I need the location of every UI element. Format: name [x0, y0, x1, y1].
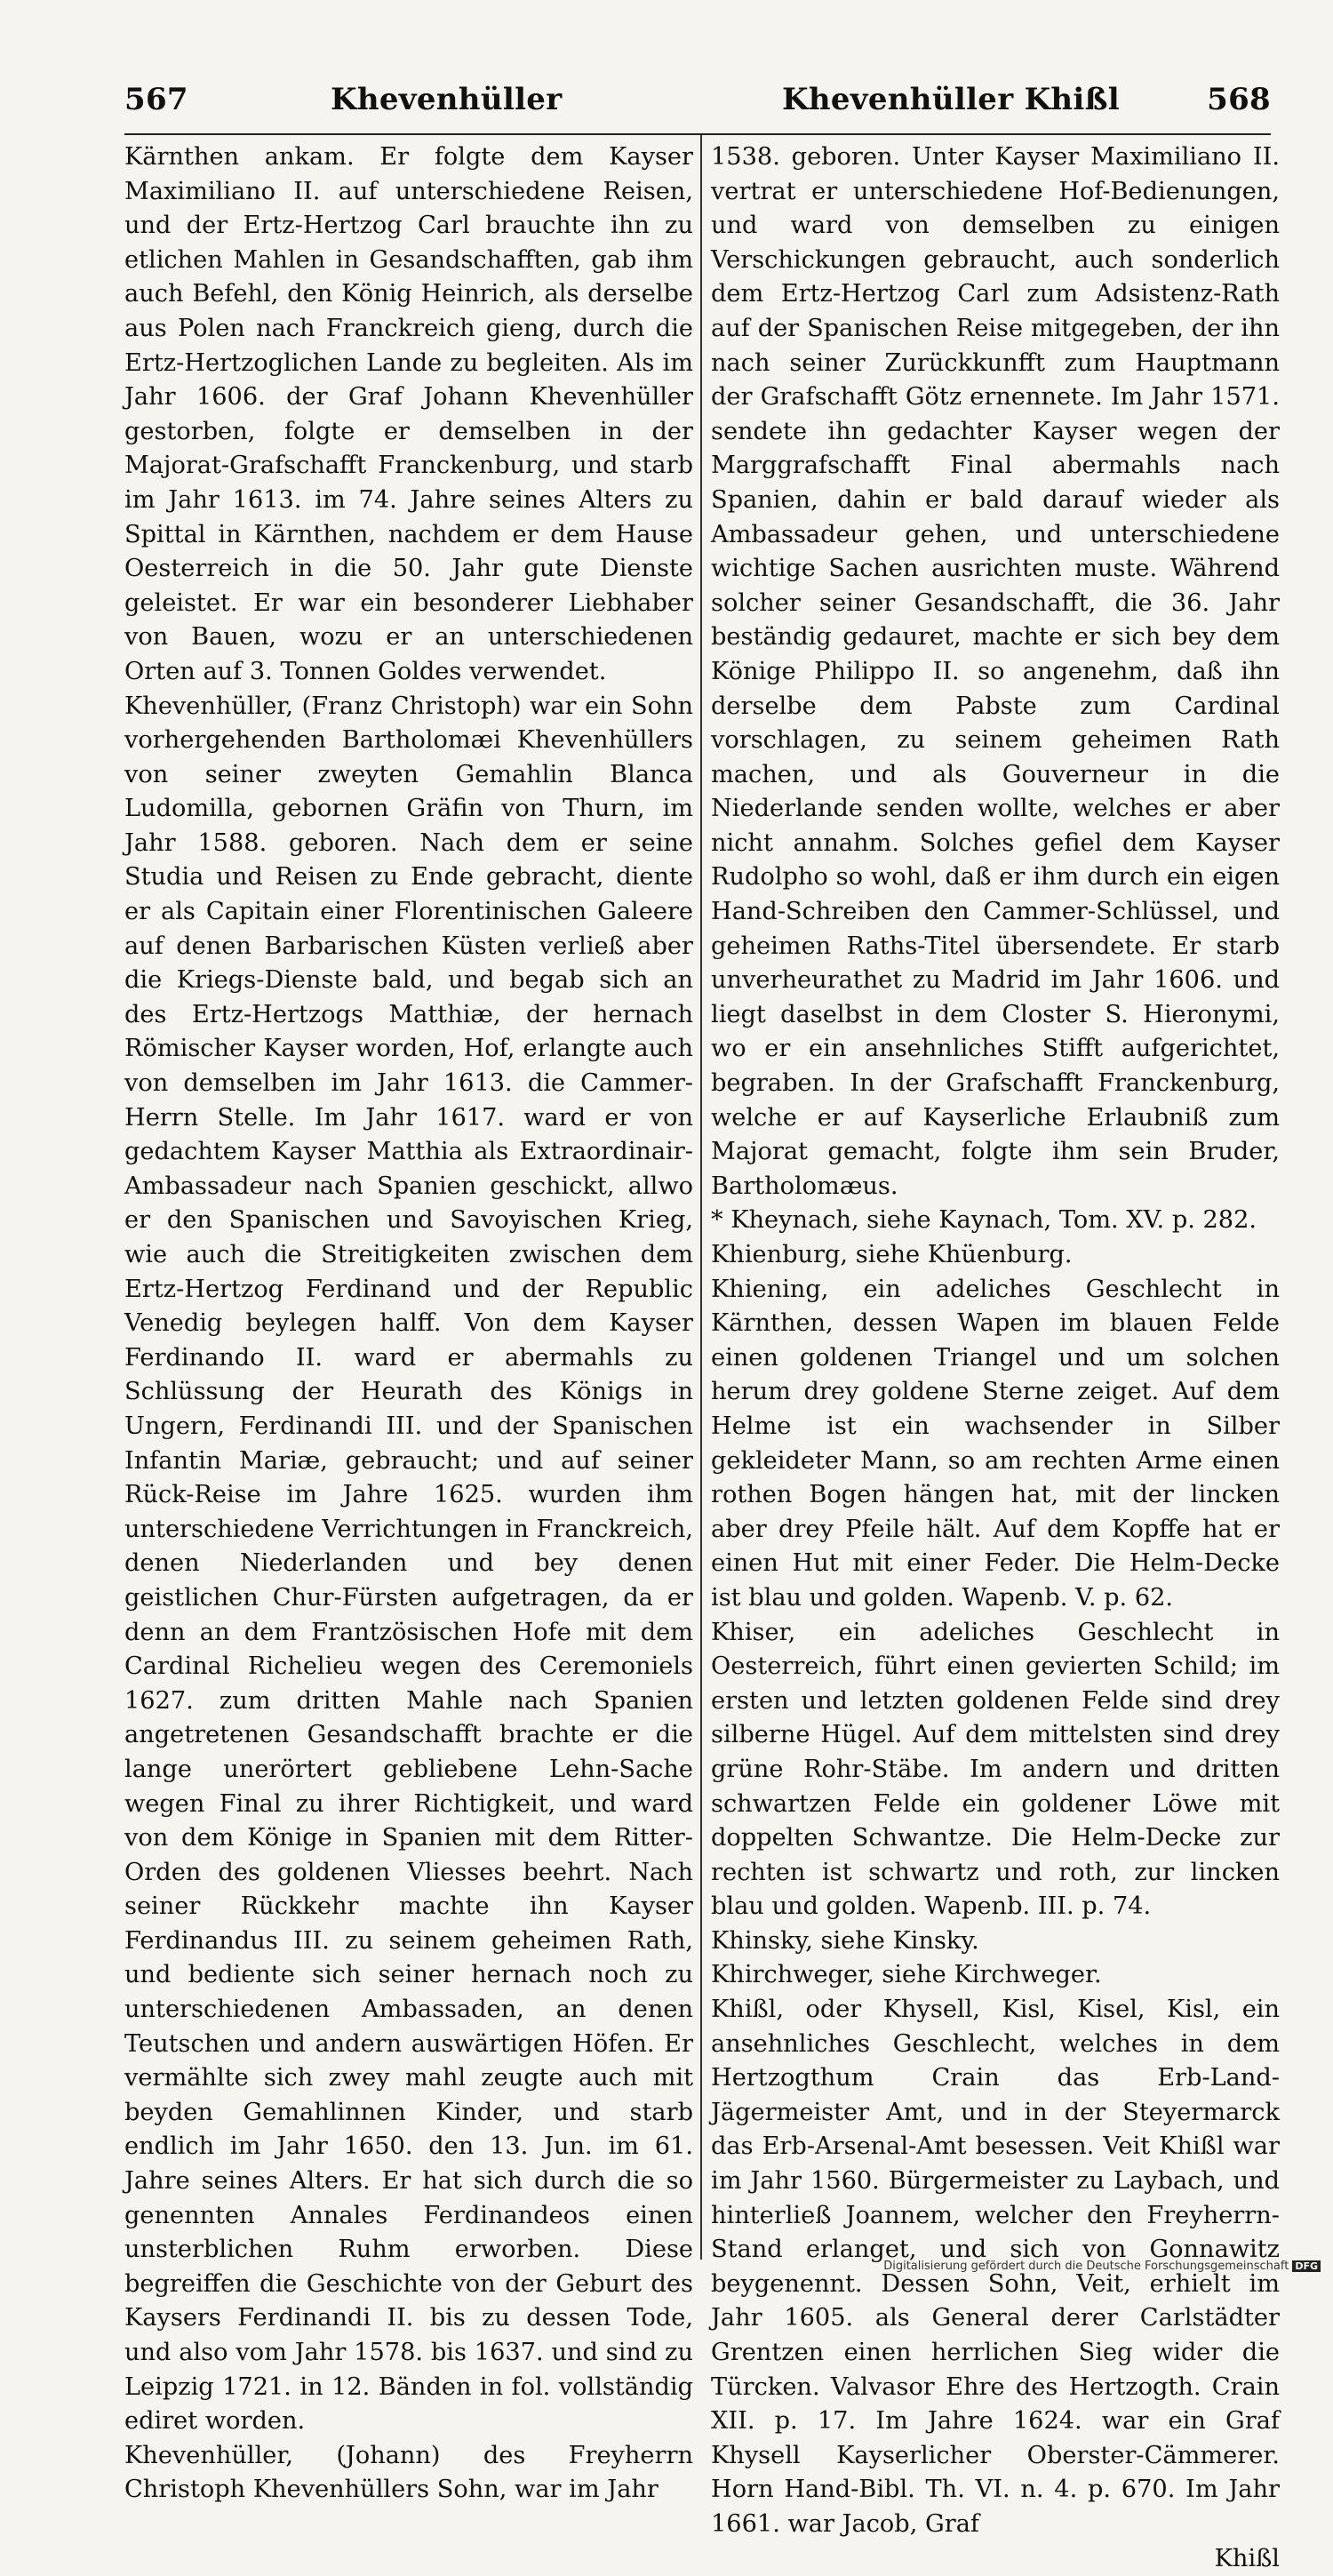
entry-franz-christoph: Khevenhüller, (Franz Christoph) war ein Sohn vorhergehenden Bartholomæi Khevenhüllers von seiner zweyten Gemahlin Blanca Ludomilla, gebornen Gräfin von Thurn, im Jahr 1588. geboren. Nach dem er seine Studia und Reisen zu Ende gebracht, diente er als Capitain einer Florentinischen Galeere auf denen Barbarischen Küsten verließ aber die Kriegs-Dienste bald, und begab sich an des Ertz-Hertzogs Matthiæ, der hernach Römischer Kayser worden, Hof, erlangte auch von demselben im Jahr 1613. die Cammer-Herrn Stelle. Im Jahr 1617. ward er von gedachtem Kayser Matthia als Extraordinair-Ambassadeur nach Spanien geschickt, allwo er den Spanischen und Savoyischen Krieg, wie auch die Streitigkeiten zwischen dem Ertz-Hertzog Ferdinand und der Republic Venedig beylegen halff. Von dem Kayser Ferdinando II. ward er abermahls zu Schlüssung der Heurath des Königs in Ungern, Ferdinandi III. und der Spanischen Infantin Mariæ, gebraucht; und auf seiner Rück-Reise im Jahre 1625. wurden ihm unterschiedene Verrichtungen in Franckreich, denen Niederlanden und bey denen geistlichen Chur-Fürsten aufgetragen, da er denn an dem Frantzösischen Hofe mit dem Cardinal Richelieu wegen des Ceremoniels 1627. zum dritten Mahle nach Spanien angetretenen Gesandschafft brachte er die lange unerörtert gebliebene Lehn-Sache wegen Final zu ihrer Richtigkeit, und ward von dem Könige in Spanien mit dem Ritter-Orden des goldenen Vliesses beehrt. Nach seiner Rückkehr machte ihn Kayser Ferdinandus III. zu seinem geheimen Rath, und bediente sich seiner hernach noch zu unterschiedenen Ambassaden, an denen Teutschen und andern auswärtigen Höfen. Er vermählte sich zwey mahl zeugte auch mit beyden Gemahlinnen Kinder, und starb endlich im Jahr 1650. den 13. Jun. im 61. Jahre seines Alters. Er hat sich durch die so genennten Annales Ferdinandeos einen unsterblichen Ruhm erworben. Diese begreiffen die Geschichte von der Geburt des Kaysers Ferdinandi II. bis zu dessen Tode, und also vom Jahr 1578. bis 1637. und sind zu Leipzig 1721. in 12. Bänden in fol. vollständig ediret worden.	[124, 692, 693, 2436]
entry-khinsky: Khinsky, siehe Kinsky.	[711, 1926, 979, 1955]
running-head-right	[702, 82, 1271, 133]
credit-text: Digitalisierung gefördert durch die Deutsche Forschungsgemeinschaft	[883, 2260, 1289, 2273]
entry-khiser: Khiser, ein adeliches Geschlecht in Oesterreich, führt einen gevierten Schild; im ersten und letzten goldenen Felde sind drey silberne Hügel. Auf dem mittelsten sind drey grüne Rohr-Stäbe. Im andern und dritten schwartzen Felde ein goldener Löwe mit doppelten Schwantze. Die Helm-Decke zur rechten ist schwartz und roth, zur lincken blau und golden. Wapenb. III. p. 74.	[711, 1618, 1280, 1921]
running-head-left	[124, 82, 693, 133]
left-column	[124, 140, 693, 2504]
catchword: Khißl	[1214, 2544, 1280, 2572]
entry-khiening: Khiening, ein adeliches Geschlecht in Kärnthen, dessen Wapen im blauen Felde einen goldenen Triangel und um solchen herum drey goldene Sterne zeiget. Auf dem Helme ist ein wachsender in Silber gekleideter Mann, so am rechten Arme einen rothen Bogen hängen hat, mit der lincken aber drey Pfeile hält. Auf dem Kopffe hat er einen Hut mit einer Feder. Die Helm-Decke ist blau und golden. Wapenb. V. p. 62.	[711, 1275, 1280, 1612]
dfg-logo: DFG	[1292, 2260, 1321, 2272]
entry-khirchweger: Khirchweger, siehe Kirchweger.	[711, 1961, 1102, 1989]
entry-kheynach: * Kheynach, siehe Kaynach, Tom. XV. p. 282.	[711, 1206, 1257, 1235]
digitization-credit	[883, 2260, 1321, 2273]
paragraph: Kärnthen ankam. Er folgte dem Kayser Maximiliano II. auf unterschiedene Reisen, und der Ertz-Hertzog Carl brauchte ihn zu etlichen Mahlen in Gesandschafften, gab ihm auch Befehl, den König Heinrich, als derselbe aus Polen nach Franckreich gieng, durch die Ertz-Hertzoglichen Lande zu begleiten. Als im Jahr 1606. der Graf Johann Khevenhüller gestorben, folgte er demselben in der Majorat-Grafschafft Franckenburg, und starb im Jahr 1613. im 74. Jahre seines Alters zu Spittal in Kärnthen, nachdem er dem Hause Oesterreich in die 50. Jahr gute Dienste geleistet. Er war ein besonderer Liebhaber von Bauen, wozu er an unterschiedenen Orten auf 3. Tonnen Goldes verwendet.	[124, 143, 693, 685]
header-rule	[124, 133, 1271, 135]
entry-johann: Khevenhüller, (Johann) des Freyherrn Christoph Khevenhüllers Sohn, war im Jahr	[124, 2441, 693, 2504]
page-number-left: 567	[124, 82, 188, 117]
paragraph: 1538. geboren. Unter Kayser Maximiliano II. vertrat er unterschiedene Hof-Bedienungen, und ward von demselben zu einigen Verschickungen gebraucht, auch sonderlich dem Ertz-Hertzog Carl zum Adsistenz-Rath auf der Spanischen Reise mitgegeben, der ihn nach seiner Zurückkunfft zum Hauptmann der Grafschafft Götz ernennete. Im Jahr 1571. sendete ihn gedachter Kayser wegen der Marggrafschafft Final abermahls nach Spanien, dahin er bald darauf wieder als Ambassadeur gehen, und unterschiedene wichtige Sachen ausrichten muste. Während solcher seiner Gesandschafft, die 36. Jahr beständig gedauret, machte er sich bey dem Könige Philippo II. so angenehm, daß ihn derselbe dem Pabste zum Cardinal vorschlagen, zu seinem geheimen Rath machen, und als Gouverneur in die Niederlande senden wollte, welches er aber nicht annahm. Solches gefiel dem Kayser Rudolpho so wohl, daß er ihm durch ein eigen Hand-Schreiben den Cammer-Schlüssel, und geheimen Raths-Titel übersendete. Er starb unverheurathet zu Madrid im Jahr 1606. und liegt daselbst in dem Closter S. Hieronymi, wo er ein ansehnliches Stifft aufgerichtet, begraben. In der Grafschafft Franckenburg, welche er auf Kayserliche Erlaubniß zum Majorat gemacht, folgte ihm sein Bruder, Bartholomæus.	[711, 143, 1280, 1200]
running-title-right: Khevenhüller Khißl	[782, 82, 1120, 117]
entry-khissl: Khißl, oder Khysell, Kisl, Kisel, Kisl, ein ansehnliches Geschlecht, welches in dem Hertzogthum Crain das Erb-Land-Jägermeister Amt, und in der Steyermarck das Erb-Arsenal-Amt besessen. Veit Khißl war im Jahr 1560. Bürgermeister zu Laybach, und hinterließ Joannem, welcher den Freyherrn-Stand erlanget, und sich von Gonnawitz beygenennt. Dessen Sohn, Veit, erhielt im Jahr 1605. als General derer Carlstädter Grentzen einen herrlichen Sieg wider die Türcken. Valvasor Ehre des Hertzogth. Crain XII. p. 17. Im Jahre 1624. war ein Graf Khysell Kayserlicher Oberster-Cämmerer. Horn Hand-Bibl. Th. VI. n. 4. p. 670. Im Jahr 1661. war Jacob, Graf	[711, 1996, 1280, 2538]
entry-khienburg: Khienburg, siehe Khüenburg.	[711, 1241, 1073, 1268]
column-divider	[700, 135, 702, 2260]
page-number-right: 568	[1207, 82, 1271, 117]
running-title-left: Khevenhüller	[331, 82, 563, 117]
